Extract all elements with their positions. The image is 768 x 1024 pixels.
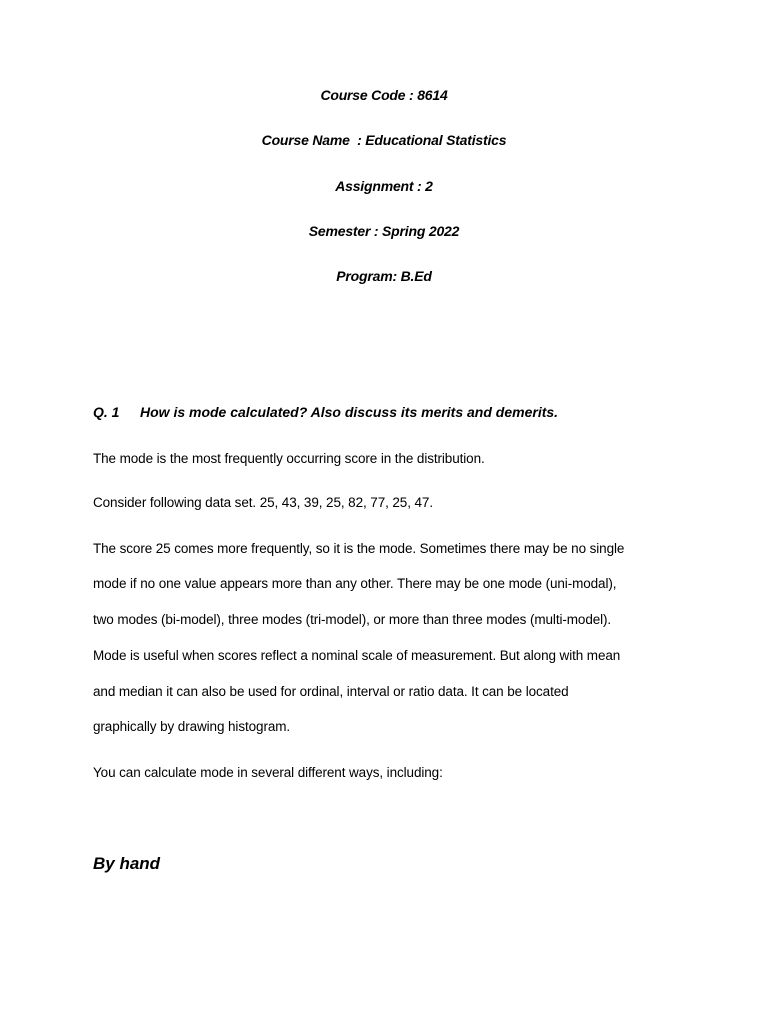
body-line: The mode is the most frequently occurring score in the distribution.	[93, 451, 485, 466]
question-heading	[93, 404, 558, 420]
body-line: graphically by drawing histogram.	[93, 719, 291, 734]
semester: Semester : Spring 2022	[308, 223, 460, 239]
course-code: Course Code : 8614	[320, 87, 448, 103]
body-line: mode if no one value appears more than any other. There may be one mode (uni-modal),	[93, 576, 617, 591]
body-line: Consider following data set. 25, 43, 39, 25, 82, 77, 25, 47.	[93, 495, 433, 510]
course-name: Course Name : Educational Statistics	[261, 132, 507, 148]
body-line: two modes (bi-model), three modes (tri-model), or more than three modes (multi-model).	[93, 612, 612, 627]
section-heading-by-hand: By hand	[93, 854, 161, 873]
question-number: Q. 1	[93, 404, 120, 420]
body-line: Mode is useful when scores reflect a nominal scale of measurement. But along with mean	[93, 648, 621, 663]
program: Program: B.Ed	[336, 268, 432, 284]
question-text: How is mode calculated? Also discuss its merits and demerits.	[140, 404, 559, 420]
body-line: and median it can also be used for ordinal, interval or ratio data. It can be located	[93, 684, 569, 699]
body-line: You can calculate mode in several different ways, including:	[93, 765, 443, 780]
body-line: The score 25 comes more frequently, so it is the mode. Sometimes there may be no single	[93, 541, 625, 556]
assignment-number: Assignment : 2	[335, 178, 433, 194]
